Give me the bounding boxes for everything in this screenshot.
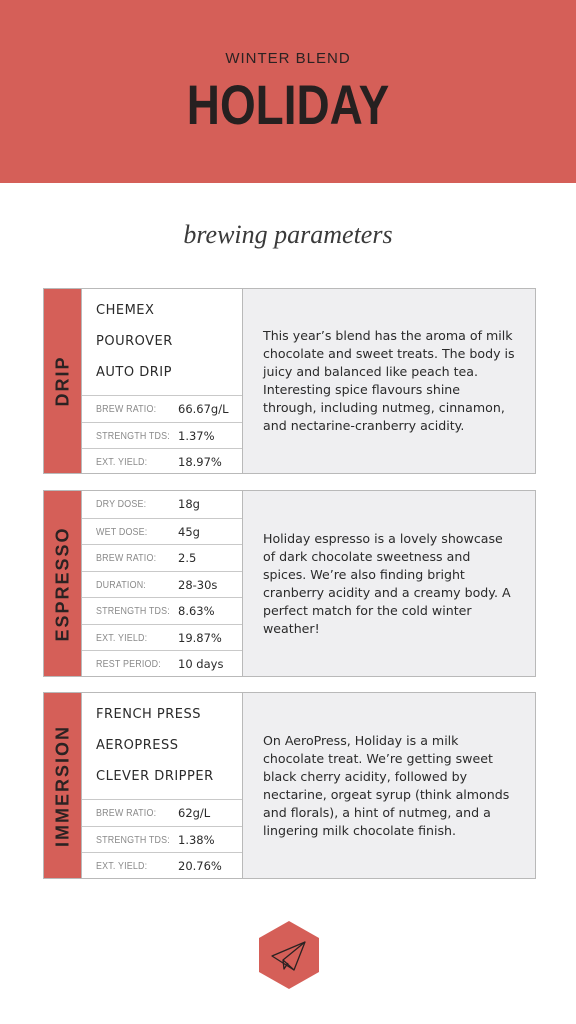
espresso-description: Holiday espresso is a lovely showcase of dark chocolate sweetness and spices. We’re also finding bright cranberry acidity and a creamy body. A perfect match for the cold winter weather! — [263, 530, 511, 636]
immersion-description: On AeroPress, Holiday is a milk chocolate treat. We’re getting sweet black cherry acidity, followed by nectarine, orgeat syrup (think almonds and florals), a hint of nutmeg, and a lingering milk chocolate finish. — [263, 732, 510, 838]
drip-block — [43, 288, 536, 474]
param-row — [82, 395, 242, 422]
param-value: 1.37% — [178, 428, 215, 443]
param-label: BREW RATIO: — [96, 403, 157, 415]
drip-tab — [44, 289, 82, 473]
param-row — [82, 571, 242, 598]
param-value: 62g/L — [178, 806, 211, 820]
param-label: DURATION: — [96, 578, 146, 591]
page-title: HOLIDAY — [186, 73, 390, 136]
param-label: STRENGTH TDS: — [96, 833, 170, 846]
method-aeropress: AEROPRESS — [96, 738, 179, 753]
header-banner — [0, 0, 576, 183]
param-label: EXT. YIELD: — [96, 456, 148, 468]
param-row — [82, 448, 242, 475]
method-french-press: FRENCH PRESS — [96, 707, 202, 722]
immersion-description-panel — [243, 693, 535, 878]
immersion-tab — [44, 693, 82, 878]
param-row — [82, 544, 242, 571]
drip-description: This year’s blend has the aroma of milk chocolate and sweet treats. The body is juicy and balanced like peach tea. Interesting spice flavours shine through, including nutmeg, cinnamon, and nectarine-cranberry acidity. — [263, 328, 515, 433]
param-row — [82, 799, 242, 826]
param-label: DRY DOSE: — [96, 498, 147, 510]
immersion-block — [43, 692, 536, 879]
param-value: 19.87% — [178, 630, 222, 645]
param-label: REST PERIOD: — [96, 658, 161, 670]
param-value: 18g — [178, 497, 200, 511]
method-auto-drip: AUTO DRIP — [96, 365, 172, 380]
param-label: BREW RATIO: — [96, 552, 157, 564]
param-row — [82, 491, 242, 518]
param-label: BREW RATIO: — [96, 807, 157, 819]
drip-params — [82, 289, 243, 473]
header-subtitle: WINTER BLEND — [225, 50, 351, 67]
param-value: 18.97% — [178, 455, 222, 469]
param-label: STRENGTH TDS: — [96, 605, 170, 617]
param-row — [82, 597, 242, 624]
immersion-params — [82, 693, 243, 878]
paper-plane-icon — [258, 920, 320, 990]
param-row — [82, 826, 242, 853]
method-clever-dripper: CLEVER DRIPPER — [96, 769, 214, 784]
param-value: 2.5 — [178, 551, 197, 565]
immersion-methods — [82, 693, 242, 799]
method-pourover: POUROVER — [96, 334, 173, 349]
section-heading: brewing parameters — [183, 220, 393, 249]
param-value: 8.63% — [178, 604, 215, 618]
espresso-tab — [44, 491, 82, 676]
espresso-tab-label: ESPRESSO — [52, 525, 72, 642]
param-value: 45g — [178, 524, 200, 539]
param-value: 20.76% — [178, 859, 222, 873]
drip-tab-label: DRIP — [52, 355, 72, 407]
param-value: 1.38% — [178, 832, 215, 847]
param-row — [82, 624, 242, 651]
param-label: WET DOSE: — [96, 525, 148, 538]
espresso-description-panel — [243, 491, 535, 676]
param-row — [82, 852, 242, 879]
brand-logo — [258, 920, 320, 990]
param-label: EXT. YIELD: — [96, 631, 148, 644]
param-row — [82, 650, 242, 677]
drip-description-panel — [243, 289, 535, 473]
param-value: 28-30s — [178, 577, 218, 592]
espresso-block — [43, 490, 536, 677]
drip-methods — [82, 289, 242, 395]
param-row — [82, 518, 242, 545]
param-value: 66.67g/L — [178, 402, 229, 416]
immersion-tab-label: IMMERSION — [52, 724, 72, 847]
param-value: 10 days — [178, 657, 224, 671]
espresso-params — [82, 491, 243, 676]
param-label: EXT. YIELD: — [96, 860, 148, 872]
method-chemex: CHEMEX — [96, 303, 155, 318]
param-row — [82, 422, 242, 449]
param-label: STRENGTH TDS: — [96, 429, 170, 442]
